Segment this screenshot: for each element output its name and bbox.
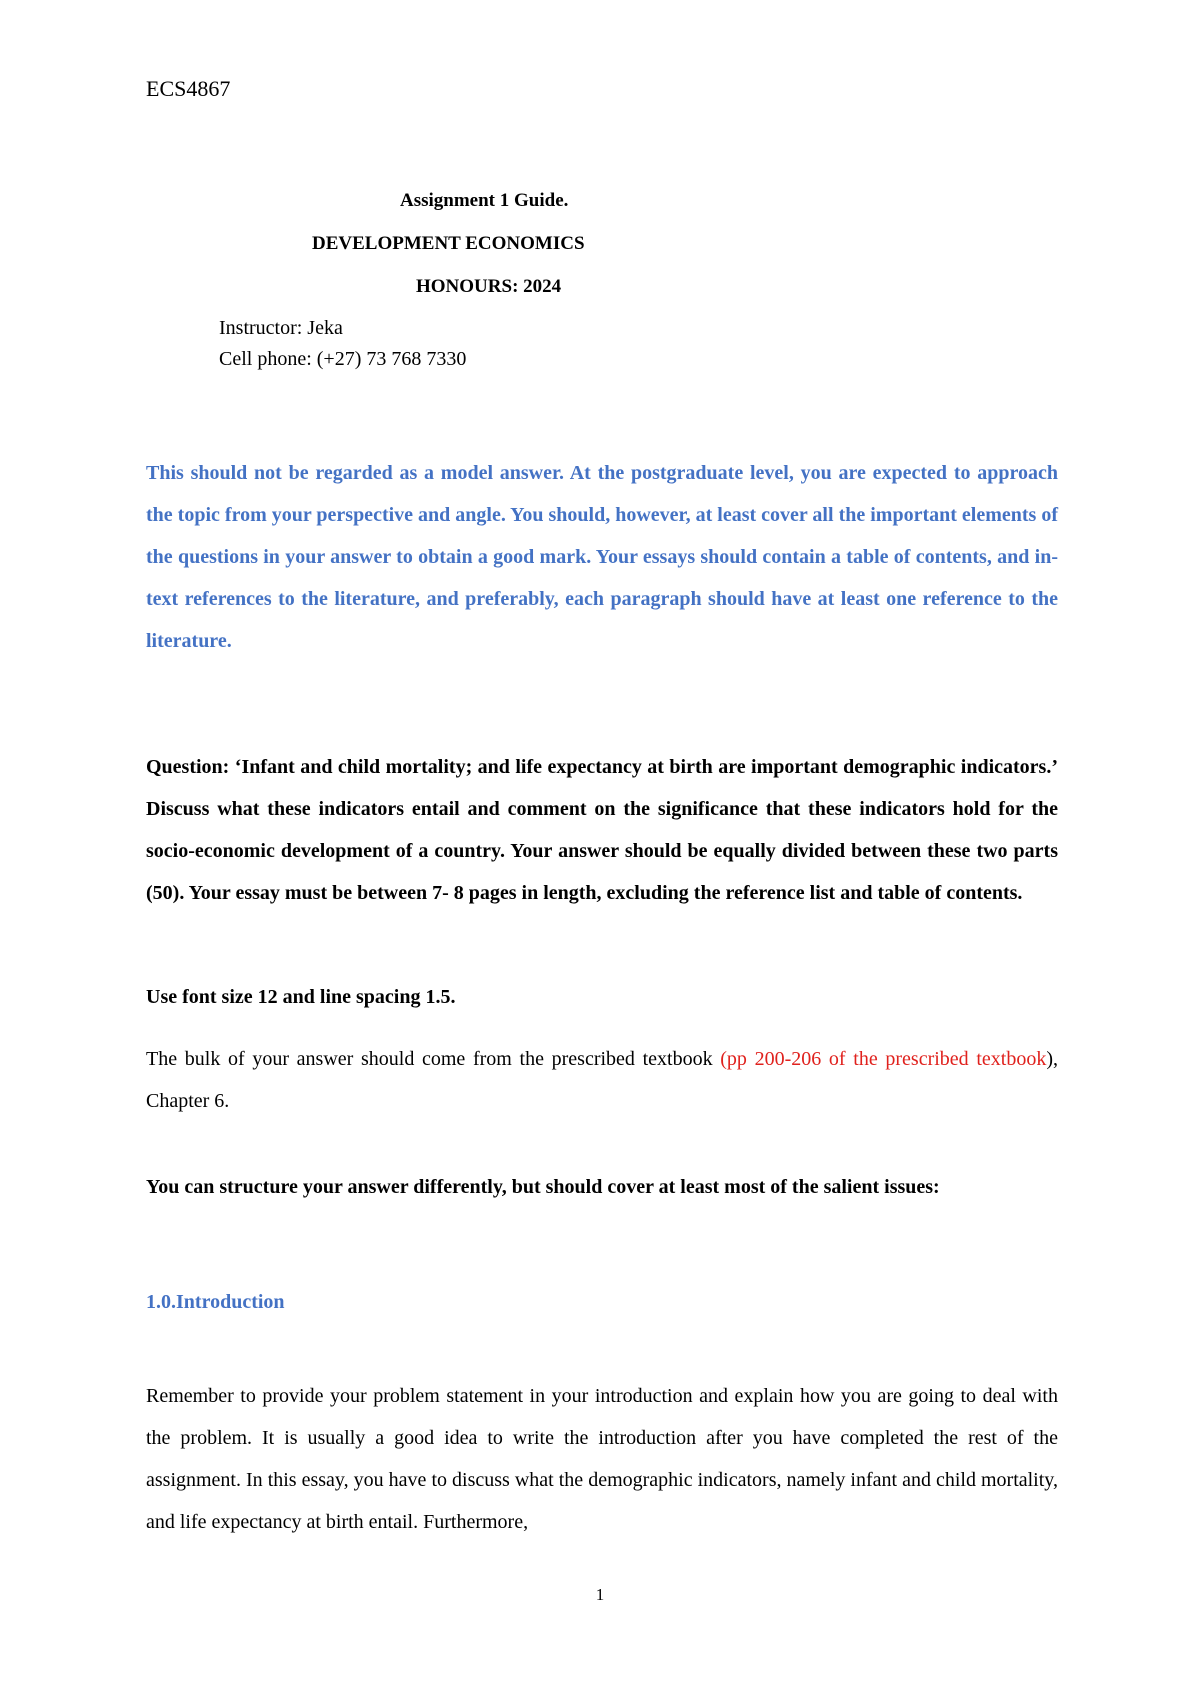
textbook-instruction-tail: ), Chapter 6. — [146, 1048, 1058, 1112]
question-label: Question: — [146, 756, 230, 778]
textbook-page-reference: (pp 200-206 of the prescribed textbook — [720, 1048, 1047, 1070]
instructor-name: Instructor: Jeka — [219, 317, 343, 339]
textbook-instruction — [146, 1038, 1058, 1122]
assignment-question — [146, 746, 1058, 914]
instructor-cellphone: Cell phone: (+27) 73 768 7330 — [219, 348, 467, 370]
question-text: ‘Infant and child mortality; and life expectancy at birth are important demographic indicators.’ Discuss what these indicators entail and comment on the significance that these indicators hold for the socio-economic development of a country. Your answer should be equally divided between these two parts (50). Your essay must be between 7- 8 pages in length, excluding the reference list and table of contents. — [146, 756, 1058, 904]
level-title: HONOURS: 2024 — [416, 276, 562, 297]
course-code-header: ECS4867 — [146, 76, 231, 101]
structure-note: You can structure your answer differently, but should cover at least most of the salient issues: — [146, 1176, 940, 1198]
introduction-body: Remember to provide your problem statement in your introduction and explain how you are going to deal with the problem. It is usually a good idea to write the introduction after you have completed the rest of the assignment. In this essay, you have to discuss what the demographic indicators, namely infant and child mortality, and life expectancy at birth entail. Furthermore, — [146, 1385, 1058, 1533]
model-answer-disclaimer: This should not be regarded as a model answer. At the postgraduate level, you are expected to approach the topic from your perspective and angle. You should, however, at least cover all the important elements of the questions in your answer to obtain a good mark. Your essays should contain a table of contents, and in-text references to the literature, and preferably, each paragraph should have at least one reference to the literature. — [146, 462, 1058, 652]
introduction-heading: 1.0.Introduction — [146, 1291, 285, 1313]
assignment-title: Assignment 1 Guide. — [400, 190, 569, 211]
subject-title: DEVELOPMENT ECONOMICS — [312, 233, 585, 254]
page-number: 1 — [595, 1585, 605, 1604]
textbook-instruction-lead: The bulk of your answer should come from the prescribed textbook — [146, 1048, 721, 1070]
format-instruction: Use font size 12 and line spacing 1.5. — [146, 986, 456, 1008]
